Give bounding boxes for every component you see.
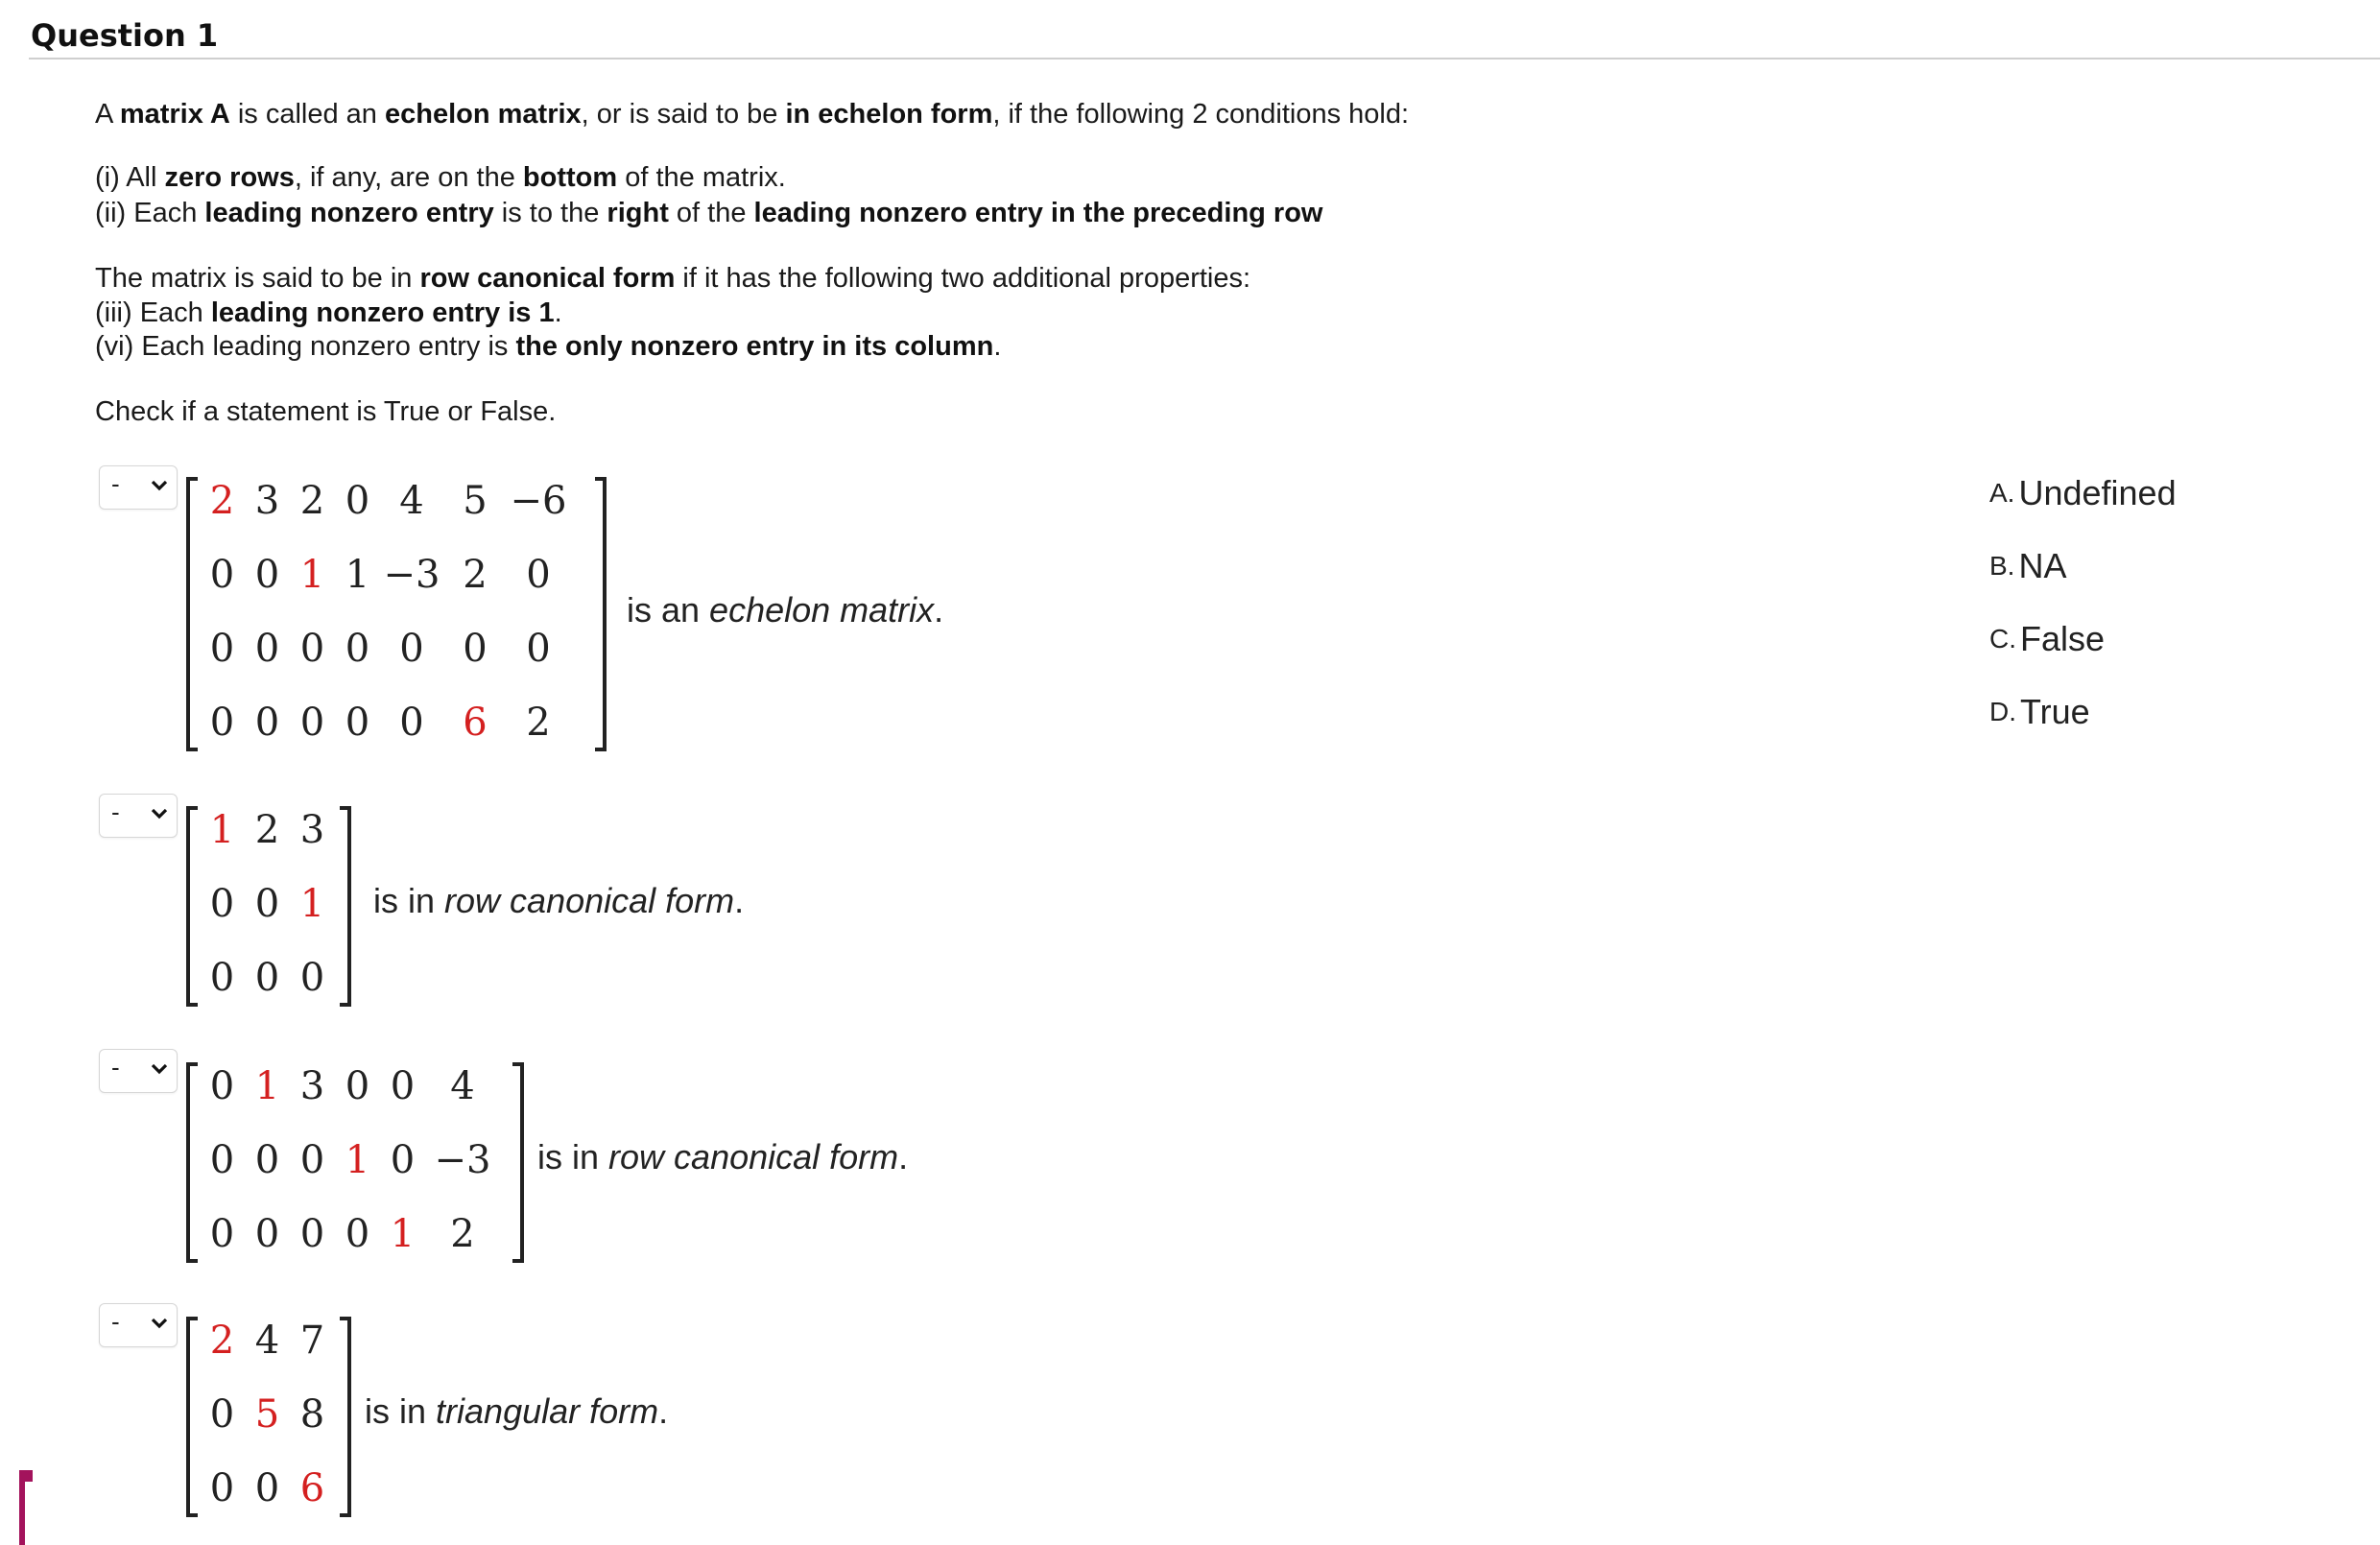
matrix-entry: 3: [299, 807, 325, 852]
matrix-bracket-right: [340, 806, 351, 1007]
option-label: False: [2020, 619, 2106, 658]
text-segment: , if the following 2 conditions hold:: [992, 99, 1410, 130]
statement-prefix: is in: [365, 1391, 437, 1431]
text-segment: (vi) Each leading nonzero entry is: [95, 331, 516, 362]
text-segment: (iii) Each: [95, 297, 211, 328]
text-segment: of the: [668, 198, 754, 228]
matrix-entry: 0: [390, 1063, 416, 1108]
matrix-row: [200, 1197, 500, 1271]
bold-text: matrix A: [119, 99, 230, 130]
matrix-entry: 0: [209, 1391, 235, 1437]
matrix-pivot-entry: 5: [254, 1391, 280, 1437]
chevron-down-icon: [150, 1062, 169, 1076]
matrix-row: [200, 464, 570, 537]
answer-option-a: [1989, 457, 2354, 530]
matrix-entry: 0: [299, 700, 325, 745]
matrix-entry: 0: [209, 881, 235, 926]
bold-text: in echelon form: [785, 99, 993, 130]
bold-text: bottom: [522, 162, 618, 193]
matrix-row: [200, 685, 570, 759]
matrix-pivot-entry: 1: [299, 881, 325, 926]
text-segment: if it has the following two additional properties:: [675, 263, 1251, 294]
matrix-entry: 3: [254, 478, 280, 523]
matrix-entry: 0: [254, 626, 280, 671]
bold-text: zero rows: [164, 162, 295, 193]
statement-prefix: is an: [627, 590, 710, 630]
statement-3: [537, 1137, 908, 1177]
matrix-entry: 0: [299, 1211, 325, 1256]
matrix-entry: 3: [299, 1063, 325, 1108]
text-segment: .: [993, 331, 1002, 362]
bold-text: leading nonzero entry: [204, 198, 494, 228]
matrix-row: [200, 1377, 335, 1451]
matrix-4: [200, 1303, 335, 1525]
matrix-entry: −3: [434, 1137, 491, 1182]
text-segment: The matrix is said to be in: [95, 263, 420, 294]
statement-4: [365, 1391, 668, 1432]
matrix-pivot-entry: 1: [390, 1211, 416, 1256]
matrix-pivot-entry: 2: [209, 478, 235, 523]
row-canonical-definition: [95, 263, 1250, 295]
statement-suffix: .: [898, 1137, 909, 1177]
matrix-row: [200, 1303, 335, 1377]
matrix-entry: 0: [254, 955, 280, 1000]
matrix-entry: 0: [526, 552, 551, 597]
matrix-entry: 0: [254, 1211, 280, 1256]
matrix-entry: 0: [254, 881, 280, 926]
matrix-entry: 0: [209, 955, 235, 1000]
matrix-entry: 0: [345, 626, 370, 671]
select-value: -: [111, 469, 120, 498]
matrix-entry: 0: [345, 1211, 370, 1256]
matrix-entry: 0: [345, 700, 370, 745]
matrix-entry: 2: [299, 478, 325, 523]
matrix-pivot-entry: 1: [209, 807, 235, 852]
answer-option-b: [1989, 530, 2354, 603]
answer-select-2[interactable]: [99, 794, 178, 838]
matrix-entry: 0: [254, 552, 280, 597]
bold-text: right: [607, 198, 669, 228]
matrix-row: [200, 1451, 335, 1525]
matrix-pivot-entry: 1: [345, 1137, 370, 1182]
statement-suffix: .: [734, 881, 745, 920]
condition-ii: [95, 198, 1323, 229]
matrix-entry: 2: [463, 552, 488, 597]
matrix-entry: 0: [399, 700, 424, 745]
chevron-down-icon: [150, 807, 169, 820]
matrix-row: [200, 1123, 500, 1197]
matrix-row: [200, 1049, 500, 1123]
matrix-pivot-entry: 1: [299, 552, 325, 597]
matrix-entry: 0: [299, 955, 325, 1000]
answer-options: [1989, 457, 2354, 749]
matrix-entry: 2: [526, 700, 551, 745]
matrix-bracket-left: [186, 1062, 198, 1263]
matrix-pivot-entry: 1: [254, 1063, 280, 1108]
matrix-entry: 0: [345, 478, 370, 523]
matrix-bracket-left: [186, 1317, 198, 1517]
answer-select-4[interactable]: [99, 1303, 178, 1347]
chevron-down-icon: [150, 1317, 169, 1330]
matrix-entry: 0: [209, 552, 235, 597]
matrix-1: [200, 464, 570, 759]
matrix-entry: 0: [209, 1465, 235, 1510]
matrix-entry: 0: [463, 626, 488, 671]
option-letter: A.: [1989, 478, 2015, 508]
matrix-entry: 0: [345, 1063, 370, 1108]
matrix-entry: 0: [254, 1465, 280, 1510]
matrix-entry: 0: [209, 1063, 235, 1108]
text-segment: is to the: [493, 198, 607, 228]
statement-prefix: is in: [537, 1137, 609, 1177]
answer-select-3[interactable]: [99, 1049, 178, 1093]
matrix-row: [200, 611, 570, 685]
matrix-entry: 5: [463, 478, 488, 523]
option-label: Undefined: [2018, 473, 2177, 512]
matrix-row: [200, 793, 335, 867]
matrix-row: [200, 940, 335, 1014]
matrix-bracket-right: [512, 1062, 524, 1263]
matrix-entry: 4: [254, 1318, 280, 1363]
matrix-entry: 2: [254, 807, 280, 852]
statement-prefix: is in: [373, 881, 445, 920]
select-value: -: [111, 797, 120, 826]
select-value: -: [111, 1307, 120, 1336]
instruction-text: [95, 396, 556, 428]
matrix-2: [200, 793, 335, 1014]
matrix-entry: 0: [209, 626, 235, 671]
bold-text: leading nonzero entry is 1: [210, 297, 555, 328]
option-label: NA: [2018, 546, 2067, 585]
option-letter: B.: [1989, 551, 2015, 581]
bold-text: leading nonzero entry in the preceding row: [753, 198, 1323, 228]
matrix-entry: 4: [399, 478, 424, 523]
select-value: -: [111, 1053, 120, 1082]
matrix-row: [200, 537, 570, 611]
matrix-bracket-left: [186, 806, 198, 1007]
matrix-pivot-entry: 6: [299, 1465, 325, 1510]
bold-text: row canonical form: [419, 263, 676, 294]
matrix-row: [200, 867, 335, 940]
option-label: True: [2020, 692, 2090, 731]
question-header: [29, 17, 2380, 59]
answer-select-1[interactable]: [99, 465, 178, 510]
matrix-entry: 4: [450, 1063, 475, 1108]
statement-term: row canonical form: [608, 1137, 899, 1177]
text-segment: Check if a statement is True or False.: [95, 396, 557, 427]
bold-text: echelon matrix: [384, 99, 582, 130]
statement-term: echelon matrix: [709, 590, 935, 630]
matrix-entry: 0: [299, 1137, 325, 1182]
answer-option-d: [1989, 676, 2354, 749]
condition-i: [95, 162, 786, 194]
answer-option-c: [1989, 603, 2354, 676]
question-title: Question 1: [31, 17, 219, 54]
option-letter: C.: [1989, 624, 2016, 654]
matrix-entry: 0: [399, 626, 424, 671]
text-segment: .: [554, 297, 562, 328]
matrix-entry: 0: [254, 700, 280, 745]
edge-marker-icon: [17, 1468, 36, 1545]
matrix-entry: 0: [526, 626, 551, 671]
intro-definition: [95, 99, 1409, 131]
matrix-pivot-entry: 6: [463, 700, 488, 745]
statement-2: [373, 881, 744, 921]
statement-term: row canonical form: [444, 881, 735, 920]
chevron-down-icon: [150, 479, 169, 492]
text-segment: is called an: [229, 99, 385, 130]
condition-iii: [95, 297, 562, 329]
bold-text: the only nonzero entry in its column: [515, 331, 994, 362]
matrix-pivot-entry: 2: [209, 1318, 235, 1363]
text-segment: of the matrix.: [617, 162, 786, 193]
statement-1: [627, 590, 943, 630]
matrix-entry: 0: [390, 1137, 416, 1182]
matrix-entry: 0: [254, 1137, 280, 1182]
text-segment: , or is said to be: [581, 99, 786, 130]
matrix-entry: 1: [345, 552, 370, 597]
statement-suffix: .: [934, 590, 944, 630]
statement-suffix: .: [658, 1391, 669, 1431]
matrix-3: [200, 1049, 500, 1271]
matrix-entry: 0: [209, 1137, 235, 1182]
matrix-bracket-left: [186, 477, 198, 751]
matrix-entry: 7: [299, 1318, 325, 1363]
condition-vi: [95, 331, 1001, 363]
matrix-entry: 0: [209, 1211, 235, 1256]
text-segment: A: [95, 99, 120, 130]
matrix-entry: 0: [209, 700, 235, 745]
matrix-entry: 2: [450, 1211, 475, 1256]
statement-term: triangular form: [436, 1391, 659, 1431]
matrix-bracket-right: [595, 477, 607, 751]
text-segment: (ii) Each: [95, 198, 205, 228]
option-letter: D.: [1989, 697, 2016, 726]
matrix-entry: −6: [510, 478, 567, 523]
matrix-entry: 8: [299, 1391, 325, 1437]
matrix-entry: 0: [299, 626, 325, 671]
text-segment: , if any, are on the: [294, 162, 523, 193]
matrix-entry: −3: [383, 552, 440, 597]
matrix-bracket-right: [340, 1317, 351, 1517]
text-segment: (i) All: [95, 162, 165, 193]
